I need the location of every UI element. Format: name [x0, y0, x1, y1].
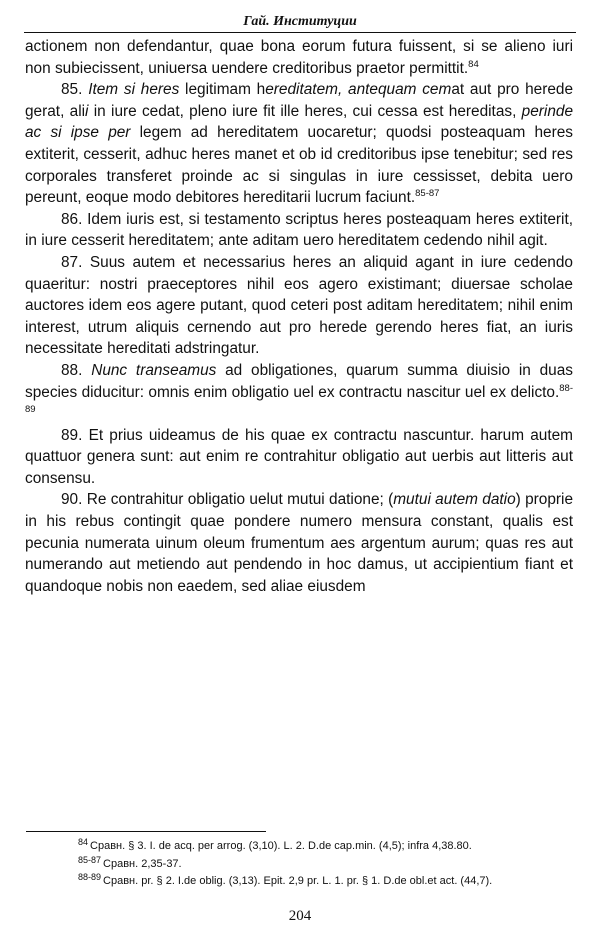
text-run: actionem non defendantur, quae bona eorum futura fuissent, si se alieno iuri non subiecissent, uniuersa uendere creditoribus praetor permittit. — [25, 38, 573, 77]
text-run: Idem iuris est, si testamento scriptus heres posteaquam heres extiterit, in iure cesserit hereditatem; ante aditam uero hereditatem cedendo nihil agit. — [25, 210, 573, 250]
footnote-ref-88-89[interactable]: 88-89 — [25, 382, 573, 416]
page-number: 204 — [288, 908, 312, 924]
text-run: Et prius uideamus de his quae ex contractu nascuntur. harum autem quattuor genera sunt: aut enim re contrahitur obligatio aut uerbis aut litteris aut consensu. — [25, 426, 573, 487]
footnote-88-89 — [78, 873, 578, 891]
running-header — [24, 10, 576, 33]
text-run: ad obligationes, quarum summa diuisio in duas species diducitur: omnis enim obligatio uel ex contractu nascitur uel ex delicto. — [25, 361, 573, 401]
text-run: Nunc transeamus — [91, 361, 217, 379]
footnote-divider — [26, 831, 266, 832]
footnote-ref-84[interactable]: 84 — [468, 58, 479, 70]
paragraph-continued — [25, 36, 573, 79]
text-run: perinde ac si ipse per — [25, 102, 573, 142]
text-run: antequam cem — [348, 81, 452, 99]
footnote-text: Сравн. § 3. I. de acq. per arrog. (3,10). L. 2. D.de cap.min. (4,5); infra 4,38.80. — [90, 840, 472, 852]
paragraph-number: 86. — [61, 210, 83, 228]
text-run — [82, 362, 91, 379]
text-run: in iure cedat, pleno iure fit ille heres, cui cessa est hereditas, — [88, 102, 522, 120]
text-run: i — [85, 102, 89, 120]
text-run: at aut pro herede gerat, ali — [25, 81, 574, 120]
footnote-mark: 88-89 — [78, 872, 102, 882]
paragraph-85 — [25, 79, 573, 209]
footnote-mark: 84 — [78, 837, 89, 847]
text-run: Re contrahitur obligatio uelut mutui datione; ( — [82, 491, 394, 509]
paragraph-number: 85. — [61, 81, 83, 99]
header-title: Гай. Институции — [243, 14, 357, 29]
paragraph-number: 88. — [61, 361, 83, 379]
text-run: ) proprie in his rebus contingit quae pondere numero mensura constant, qualis est pecunia numerata uinum oleum frumentum aes argentum aurum; quas res aut numerando aut metiendo aut pendendo in hoc damus, ut accipientium fiant et quandoque nobis non eaedem, sed aliae eiusdem — [25, 491, 574, 595]
text-run: Suus autem et necessarius heres an aliquid agant in iure cedendo quaeritur: nostri praeceptores nihil eos agero existimant; diuersae scholae auctores idem eos agere putant, quod ceteri post aditam hereditatem; nihil enim interest, utrum aliquis cernendo aut pro herede gerendo heres fiat, an iuris necessitate hereditati adstringatur. — [25, 253, 573, 358]
text-run: Item si heres — [88, 81, 180, 99]
footnote-text: Сравн. 2,35-37. — [103, 857, 182, 870]
text-run: ereditatem, — [265, 81, 343, 99]
paragraph-90 — [25, 489, 573, 597]
paragraph-87 — [25, 252, 573, 360]
paragraph-number: 87. — [61, 253, 83, 271]
text-run: mutui autem datio — [393, 491, 516, 509]
paragraph-88 — [25, 360, 573, 425]
footnote-85-87 — [78, 856, 578, 874]
main-text — [25, 36, 573, 597]
paragraph-86 — [25, 209, 573, 252]
paragraph-number: 90. — [61, 491, 83, 509]
footnote-ref-85-87[interactable]: 85-87 — [415, 188, 440, 200]
paragraph-number: 89. — [61, 426, 83, 444]
text-run: legitimam h — [179, 81, 266, 99]
footnote-mark: 85-87 — [78, 854, 102, 865]
paragraph-89 — [25, 425, 573, 490]
footnote-text: Сравн. pr. § 2. I.de oblig. (3,13). Epit. 2,9 pr. L. 1. pr. § 1. D.de obl.et act. (44,7). — [103, 875, 493, 887]
footnotes — [78, 838, 578, 891]
footnote-84 — [78, 838, 578, 856]
text-run: legem ad hereditatem uocaretur; quodsi posteaquam heres extiterit, cesserit, adhuc heres manet et ob id creditoribus ipse tenebitur; sed res corporales transferet proinde ac si singulas in iure cessisset, debita uero pereunt, eoque modo debitores hereditarii lucrum faciunt. — [25, 124, 573, 207]
